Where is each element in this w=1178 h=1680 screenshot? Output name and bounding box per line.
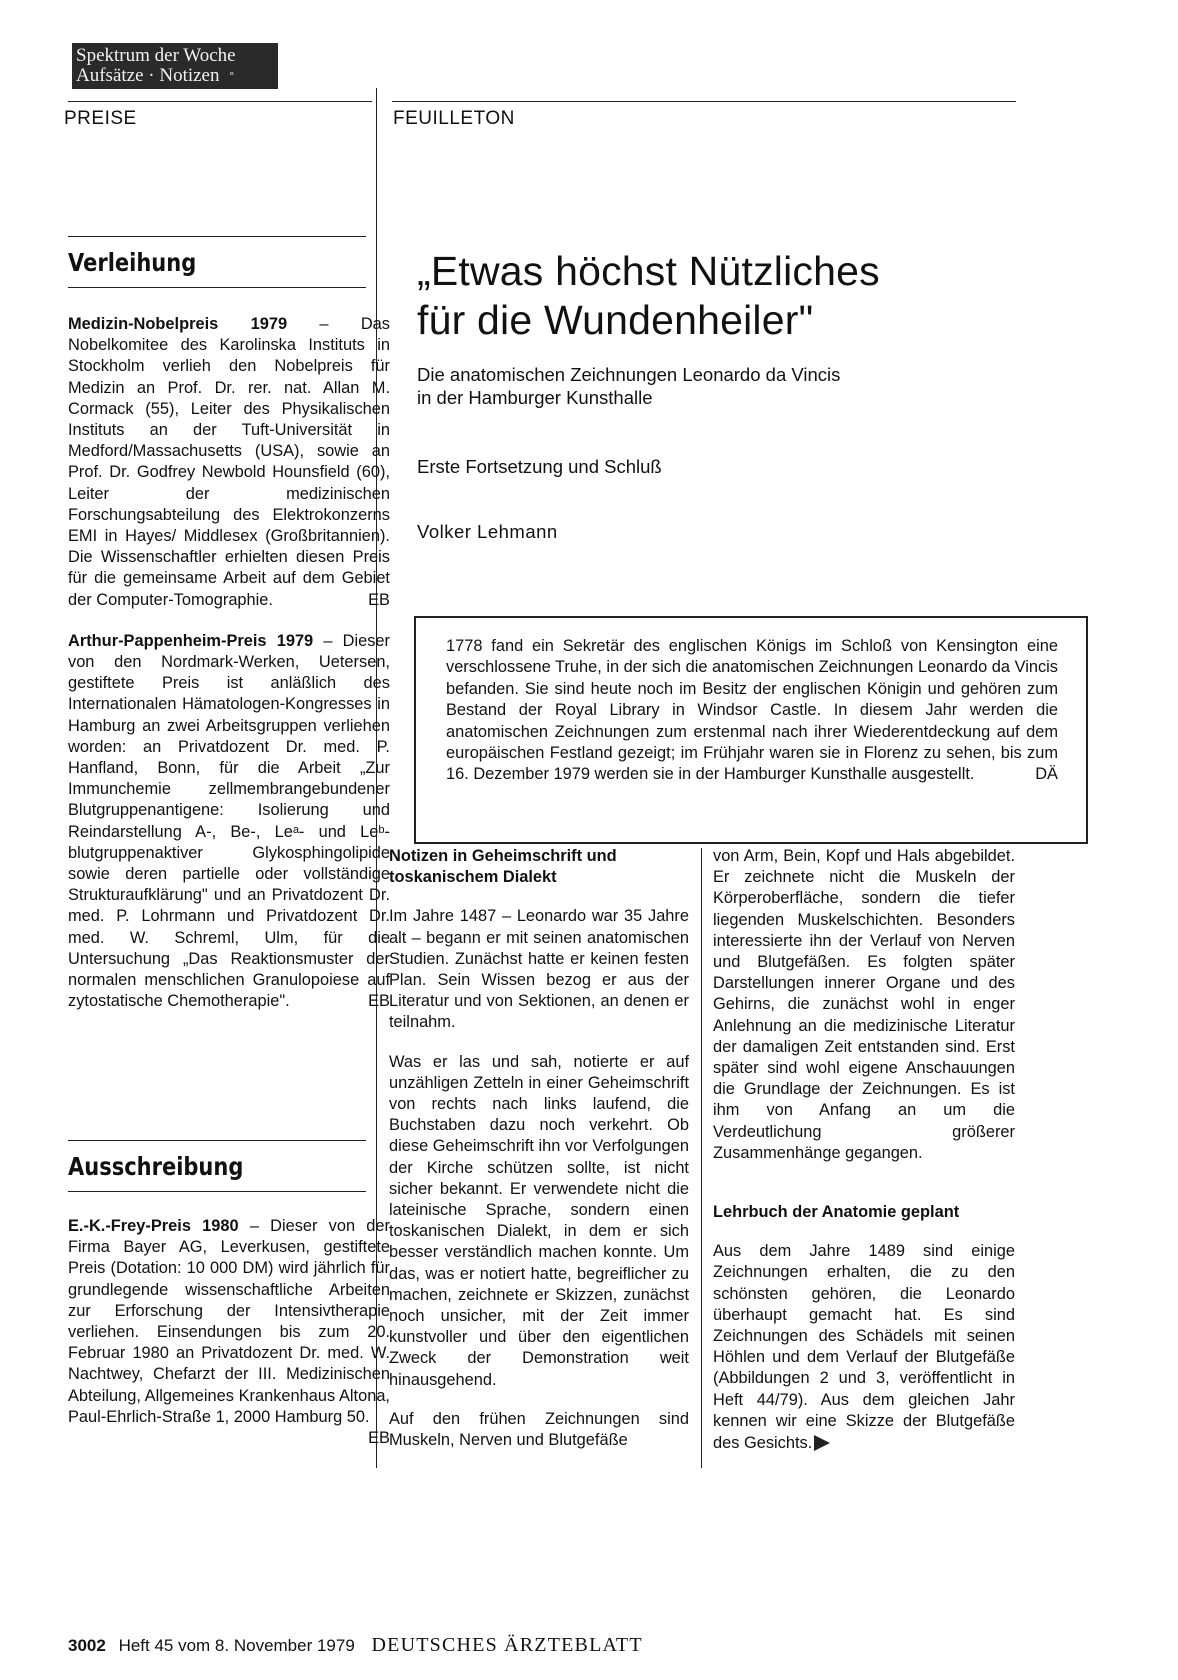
rule: [68, 236, 366, 237]
prize-text: – Dieser von der Firma Bayer AG, Leverkusen, gestiftete Preis (Dotation: 10 000 DM) wird jährlich für grundlegende wissenschaftliche Arbeiten zur Erforschung der Intensivtherapie verliehen. Einsendungen bis zum 20. Februar 1980 an Privatdozent Dr. med. W. Nachtwey, Chefarzt der III. Medizinischen Abteilung, Allgemeines Krankenhaus Altona, Paul-Ehrlich-Straße 1, 2000 Hamburg 50.: [68, 1217, 390, 1426]
intro-box: [414, 616, 1088, 844]
masthead-line2: Aufsätze · Notizen: [76, 65, 220, 86]
continuation-note: Erste Fortsetzung und Schluß: [417, 456, 662, 477]
prize-name: Arthur-Pappenheim-Preis 1979: [68, 631, 314, 650]
masthead-mark: °: [229, 70, 234, 82]
article-column-2: [713, 846, 1015, 1454]
author: Volker Lehmann: [417, 521, 558, 542]
prize-text: – Dieser von den Nordmark-Werken, Uetersen, gestiftete Preis ist anläßlich des Internationalen Hämatologen-Kongresses in Hamburg an zwei Arbeitsgruppen verliehen worden: an Privatdozent Dr. med. P. Hanfland, Bonn, für die Arbeit „Zur Immunchemie zellmembrangebundener Blutgruppenantigene: Isolierung und Reindarstellung A-, Be-, Leᵃ- und Leᵇ-blutgruppenaktiver Glykosphingolipide sowie deren partielle oder vollständige Strukturaufklärung" und an Privatdozent Dr. med. P. Lohrmann und Privatdozent Dr. med. W. Schreml, Ulm, für die Untersuchung „Das Reaktionsmuster der normalen menschlichen Granulopoiese auf zytostatische Chemotherapie".: [68, 631, 391, 1011]
prize-entry: [68, 314, 390, 611]
prize-name: E.-K.-Frey-Preis 1980: [68, 1217, 239, 1235]
ausschreibung-block: [68, 1140, 390, 1449]
journal-name: DEUTSCHES ÄRZTEBLATT: [371, 1634, 643, 1656]
prize-name: Medizin-Nobelpreis 1979: [68, 315, 288, 333]
prize-entry: [68, 631, 390, 1013]
masthead: [72, 43, 278, 89]
column-divider-text: [701, 848, 702, 1468]
paragraph: von Arm, Bein, Kopf und Hals abgebildet. Er zeichnete nicht die Muskeln der Körperoberfläche, sondern die tiefer liegenden Muskelschichten. Besonders interessierte ihn der Verlauf von Nerven und Blutgefäßen. Es folgten später Darstellungen innerer Organe und des Gehirns, die zunächst wohl in enger Anlehnung an die medizinische Literatur der damaligen Zeit entstanden sind. Erst später sind wohl eigene Anschauungen die Grundlage der Zeichnungen. Es ist ihm von Anfang an um die Verdeutlichung größerer Zusammenhänge gegangen.: [713, 847, 1015, 1162]
article-column-1: [389, 846, 689, 1451]
rule: [68, 1191, 366, 1192]
prize-text: – Das Nobelkomitee des Karolinska Instituts in Stockholm verlieh den Nobelpreis für Medizin an Prof. Dr. rer. nat. Allan M. Cormack (55), Leiter des Physikalischen Instituts an der Tuft-Universität in Medford/Massachusetts (USA), sowie an Prof. Dr. Godfrey Newbold Hounsfield (60), Leiter der medizinischen Forschungsabteilung des Elektrokonzerns EMI in Hayes/ Middlesex (Großbritannien). Die Wissenschaftler erhielten diesen Preis für die gemeinsame Arbeit auf dem Gebiet der Computer-Tomographie.: [68, 315, 390, 609]
signature: EB: [368, 1429, 390, 1448]
paragraph: Auf den frühen Zeichnungen sind Muskeln, Nerven und Blutgefäße: [389, 1409, 689, 1450]
article-subtitle: [417, 363, 840, 409]
subtitle-line1: Die anatomischen Zeichnungen Leonardo da Vincis: [417, 364, 841, 385]
signature: DÄ: [1035, 765, 1058, 784]
continue-arrow-icon: [814, 1435, 830, 1451]
top-rule-left: [68, 101, 372, 102]
signature: EB: [368, 992, 390, 1011]
paragraph: Aus dem Jahre 1489 sind einige Zeichnungen erhalten, die zu den schönsten gehören, die Leonardo überhaupt gemacht hat. Es sind Zeichnungen des Schädels mit seinen Höhlen und dem Verlauf der Blutgefäße (Abbildungen 2 und 3, veröffentlicht in Heft 44/79). Aus dem gleichen Jahr kennen wir eine Skizze der Blutgefäße des Gesichts.: [713, 1242, 1015, 1453]
article-title-line1: „Etwas höchst Nützliches: [417, 248, 880, 294]
paragraph: Was er las und sah, notierte er auf unzähligen Zetteln in einer Geheimschrift von rechts nach links laufend, die Buchstaben dazu noch verkehrt. Ob diese Geheimschrift ihn vor Verfolgungen der Kirche schützen sollte, ist nicht sicher bekannt. Er verwendete nicht die lateinische Sprache, sondern einen toskanischen Dialekt, in dem er sich besser verständlich machen konnte. Um das, was er notiert hatte, begreiflicher zu machen, zeichnete er Skizzen, zunächst noch unsicher, mit der Zeit immer kunstvoller und über den eigentlichen Zweck der Demonstration weit hinausgehend.: [389, 1052, 689, 1389]
paragraph: Im Jahre 1487 – Leonardo war 35 Jahre alt – begann er mit seinen anatomischen Studien. Zunächst hatte er keinen festen Plan. Sein Wissen bezog er aus der Literatur und von Sektionen, an denen er teilnahm.: [389, 907, 689, 1032]
preise-column: [68, 236, 390, 1013]
rule: [68, 287, 366, 288]
section-label-feuilleton: FEUILLETON: [393, 108, 515, 129]
page-number: 3002: [68, 1636, 106, 1655]
section-label-preise: PREISE: [64, 108, 137, 129]
subheading: Notizen in Geheimschrift und toskanischem Dialekt: [389, 847, 617, 887]
top-rule-right: [392, 101, 1016, 102]
article-title-line2: für die Wundenheiler": [417, 297, 814, 343]
intro-text: 1778 fand ein Sekretär des englischen Königs im Schloß von Kensington eine verschlossene Truhe, in der sich die anatomischen Zeichnungen Leonardo da Vincis befanden. Sie sind heute noch im Besitz der englischen Königin und gehören zum Bestand der Royal Library in Windsor Castle. In diesem Jahr werden die anatomischen Zeichnungen zum erstenmal nach ihrer Wiederentdeckung auf dem europäischen Festland gezeigt; im Frühjahr waren sie in Florenz zu sehen, bis zum 16. Dezember 1979 werden sie in der Hamburger Kunsthalle ausgestellt. DÄ: [446, 636, 1058, 786]
article-title: [417, 247, 1137, 345]
masthead-line1: Spektrum der Woche: [76, 45, 236, 66]
rule: [68, 1140, 366, 1141]
subtitle-line2: in der Hamburger Kunsthalle: [417, 387, 653, 408]
heading-verleihung: Verleihung: [68, 248, 197, 277]
page-footer: [68, 1634, 643, 1657]
issue-info: Heft 45 vom 8. November 1979: [118, 1636, 355, 1655]
prize-entry: [68, 1216, 390, 1449]
heading-ausschreibung: Ausschreibung: [68, 1152, 244, 1181]
signature: EB: [368, 590, 390, 609]
subheading: Lehrbuch der Anatomie geplant: [713, 1203, 960, 1222]
